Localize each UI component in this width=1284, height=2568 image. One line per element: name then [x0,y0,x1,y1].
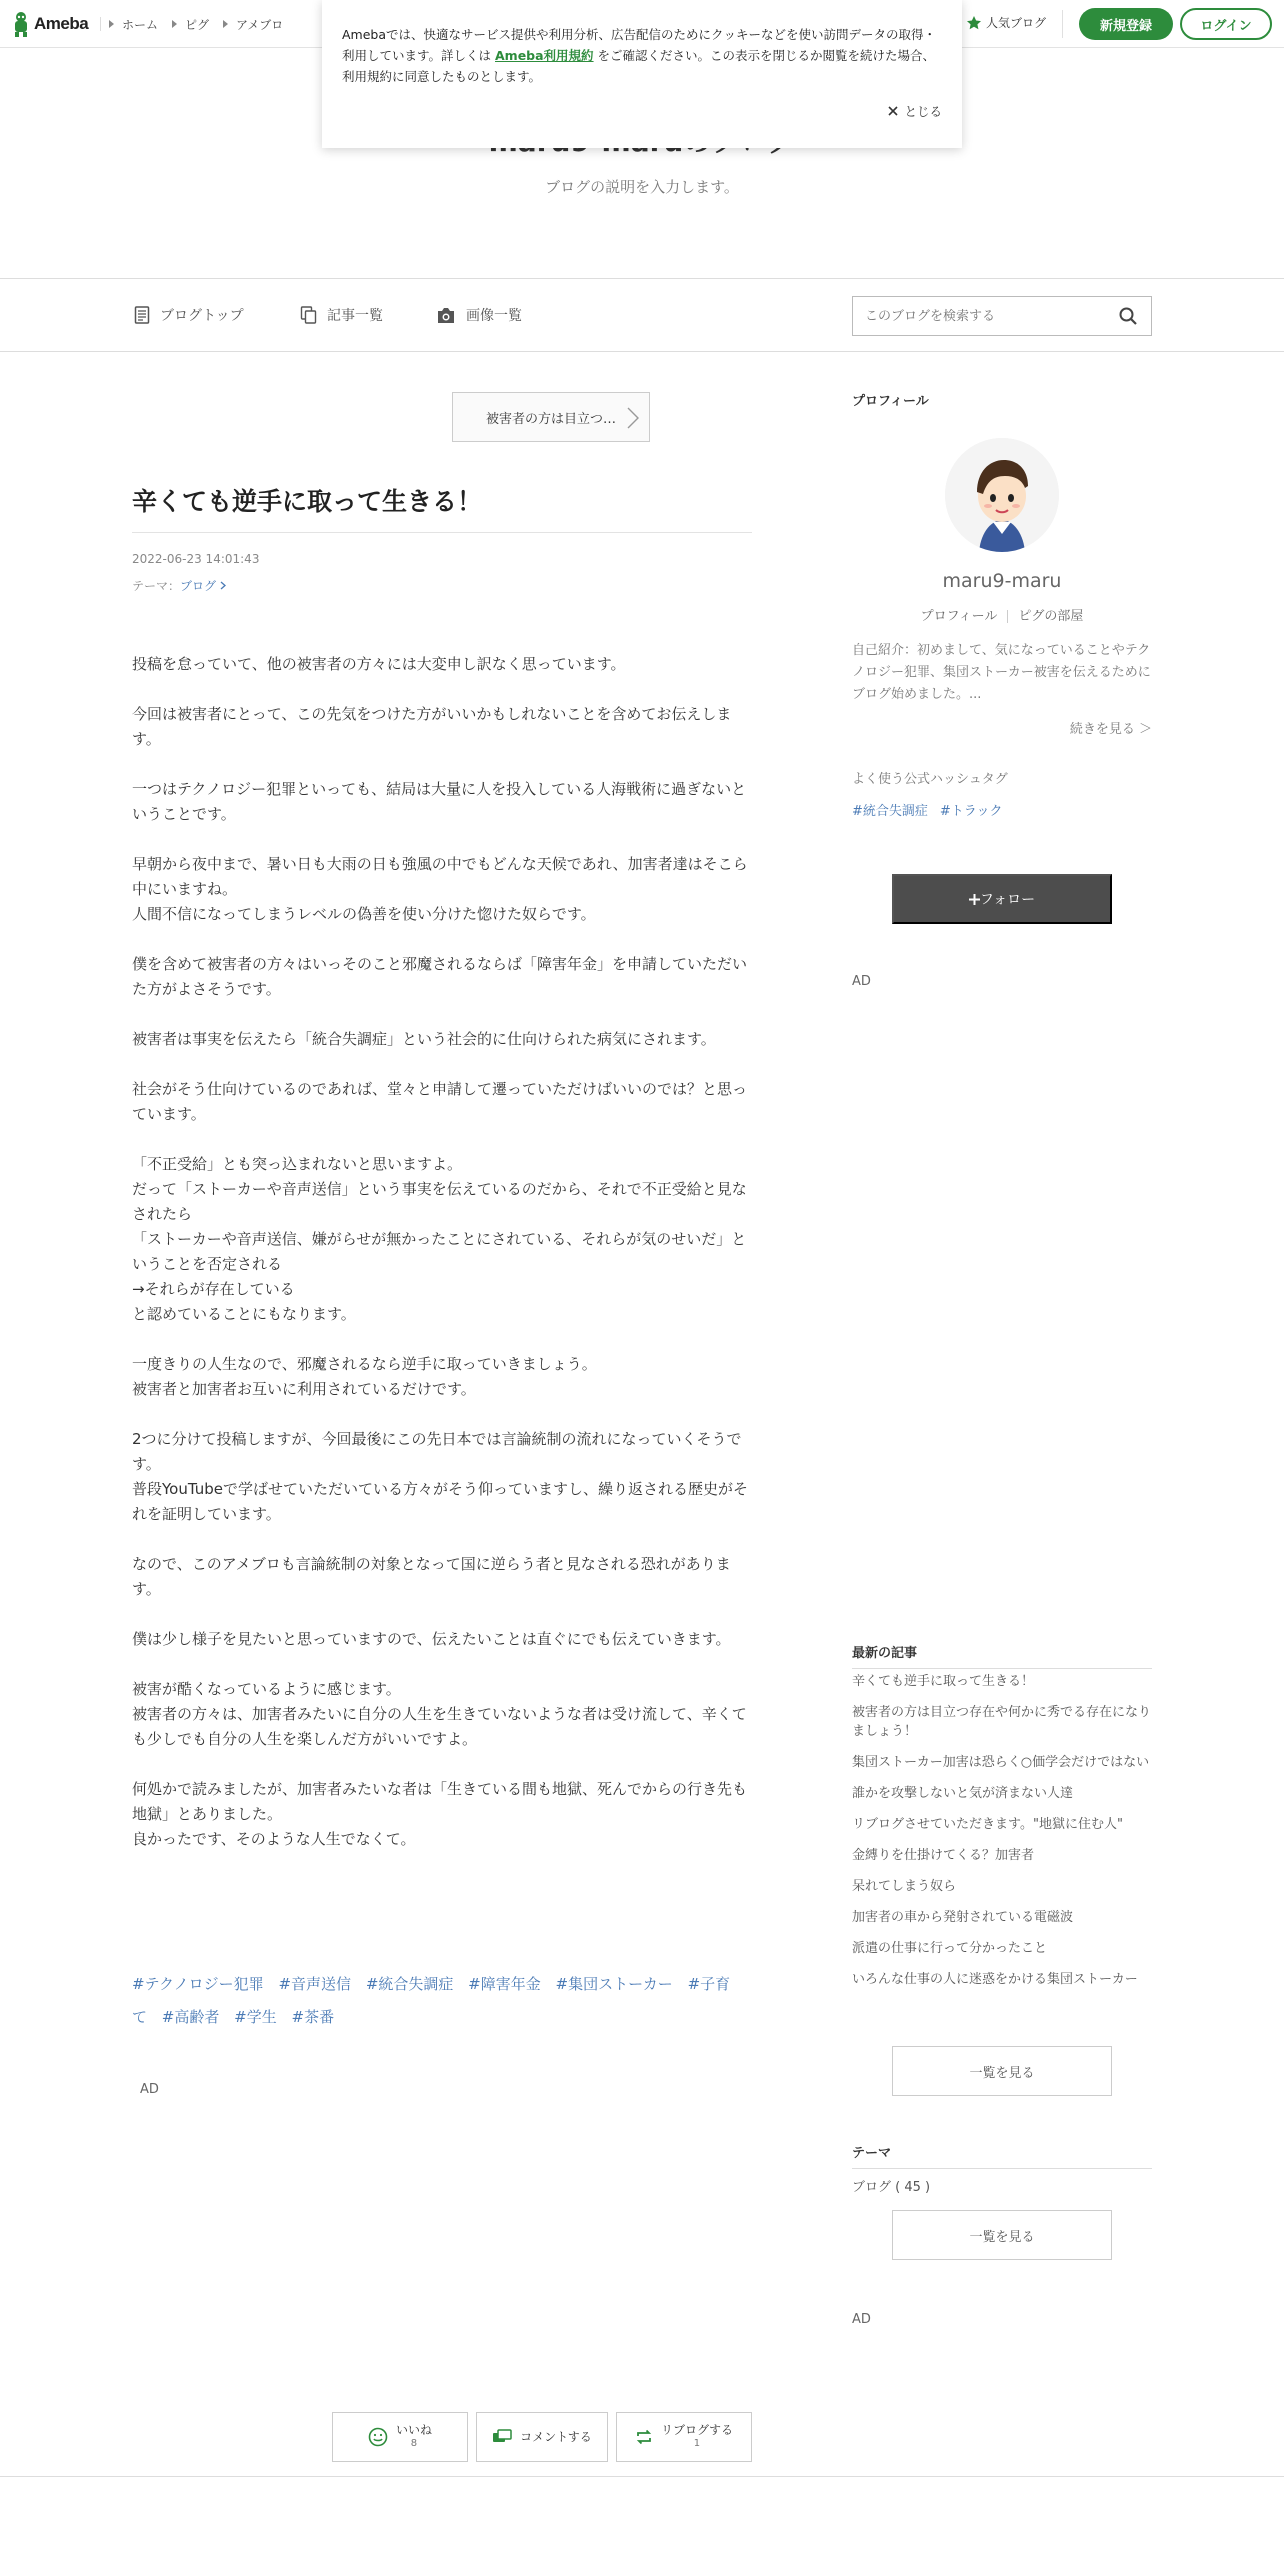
article-paragraph: 社会がそう仕向けているのであれば、堂々と申請して遷っていただけばいいのでは？と思っています。 [132,1080,748,1123]
avatar[interactable] [945,438,1059,552]
copy-icon [300,306,317,324]
recent-entry-link[interactable]: リブログさせていただきます。"地獄に住む人" [852,1817,1123,1832]
reblog-button[interactable] [616,2412,752,2462]
reblog-count: 1 [693,2438,701,2449]
nav-image-list[interactable] [436,305,522,325]
comment-label: コメントする [520,2430,592,2444]
recent-entries [852,1672,1152,2001]
camera-icon [436,307,456,324]
theme-heading: テーマ [852,2146,892,2161]
nav-entry-list-label: 記事一覧 [327,308,383,324]
cookie-close-label: とじる [904,104,942,119]
hashtag-link[interactable]: #障害年金 [468,1975,541,1993]
ad-label: AD [140,2082,159,2097]
reblog-icon [635,2428,653,2446]
article-paragraph: なので、このアメブロも言論統制の対象となって国に逆らう者と見なされる恐れがあります。 [132,1555,731,1598]
recent-entry-link[interactable]: 被害者の方は目立つ存在や何かに秀でる存在になりましょう！ [852,1705,1152,1739]
hashtag-link[interactable]: #集団ストーカー [555,1975,673,1993]
profile-intro: 自己紹介：初めまして、気になっていることやテクノロジー犯罪、集団ストーカー被害を伝えるためにブログ始めました。... [852,643,1151,702]
blog-description: ブログの説明を入力します。 [545,178,739,196]
prev-entry-button[interactable] [452,392,650,442]
cookie-text-after: をご確認ください。この表示を閉じるか閲覧を続けた場合、利用規約に同意したものとします。 [342,48,936,84]
recent-entry-link[interactable]: 集団ストーカー加害は恐らく○価学会だけではない [852,1755,1150,1770]
pigg-room-link[interactable]: ピグの部屋 [1018,609,1084,624]
article-hashtags [132,1968,752,2034]
sidebar-hashtags [852,800,1015,819]
hashtag-link[interactable]: #高齢者 [161,2008,220,2026]
article-body [132,652,752,1877]
hashtag-heading: よく使う公式ハッシュタグ [852,772,1008,787]
theme-label: テーマ： [132,579,181,593]
article-paragraph: 僕は少し様子を見たいと思っていますので、伝えたいことは直ぐにでも伝えていきます。 [132,1630,731,1648]
search-input[interactable] [853,297,1103,335]
recent-entry-link[interactable]: 加害者の車から発射されている電磁波 [852,1910,1074,1925]
nav-image-list-label: 画像一覧 [466,308,522,324]
global-nav [100,0,297,48]
see-all-themes-button[interactable]: 一覧を見る [892,2210,1112,2260]
cookie-close-button[interactable] [888,102,942,120]
popular-blog-label: 人気ブログ [986,16,1047,30]
ad-label: AD [852,2312,871,2327]
hashtag-link[interactable]: #テクノロジー犯罪 [132,1975,264,1993]
triangle-icon [223,20,228,28]
recent-entry-link[interactable]: 呆れてしまう奴ら [852,1879,957,1894]
article-paragraph: 被害が酷くなっているように感じます。 被害者の方々は、加害者みたいに自分の人生を生きていないような者は受け流して、辛くても少しでも自分の人生を楽しんだ方がいいですよ。 [132,1680,747,1748]
nav-ameblo[interactable] [223,16,297,33]
article-paragraph: 一度きりの人生なので、邪魔されるなら逆手に取っていきましょう。 被害者と加害者お互いに利用されているだけです。 [132,1355,597,1398]
avatar-character-icon [945,438,1059,552]
hashtag-link[interactable]: #音声送信 [278,1975,352,1993]
like-label: いいね [395,2423,432,2437]
recent-entry-link[interactable]: 派遣の仕事に行って分かったこと [852,1941,1048,1956]
theme-link[interactable]: ブログ [180,579,217,593]
recent-divider [852,1668,1152,1669]
nav-entry-list[interactable] [300,305,383,325]
ameba-mascot-icon [12,11,30,37]
comment-button[interactable] [476,2412,608,2462]
article-title[interactable]: 辛くても逆手に取って生きる！ [132,487,483,516]
blog-search [852,296,1152,336]
popular-blog-link[interactable] [966,14,1046,31]
nav-blog-top-label: ブログトップ [160,308,244,324]
cookie-banner [322,0,962,148]
logo-text: Ameba [34,14,89,33]
article-paragraph: 何処かで読みましたが、加害者みたいな者は「生きている間も地獄、死んでからの行き先も地獄」とありました。 良かったです、そのような人生でなくて。 [132,1780,748,1848]
signup-button[interactable]: 新規登録 [1079,8,1173,40]
article-paragraph: 2つに分けて投稿しますが、今回最後にこの先日本では言論統制の流れになっていくそうです。 普段YouTubeで学ばせていただいている方々がそう仰っていますし、繰り返される歴史がそれを証明しています。 [132,1430,749,1523]
reblog-label-wrap [661,2423,733,2451]
nav-blog-top[interactable] [134,305,244,325]
theme-item[interactable]: ブログ ( 45 ) [852,2180,931,2195]
recent-entry-link[interactable]: 誰かを攻撃しないと気が済まない人達 [852,1786,1074,1801]
see-all-entries-button[interactable]: 一覧を見る [892,2046,1112,2096]
like-label-wrap [396,2423,432,2451]
close-icon [888,106,898,116]
article-date: 2022-06-23 14:01:43 [132,552,260,566]
hashtag-link[interactable]: #統合失調症 [852,804,928,819]
cookie-text-before: Amebaでは、快適なサービス提供や利用分析、広告配信のためにクッキーなどを使い訪問データの取得・利用しています。詳しくは [342,27,937,63]
plus-icon [969,894,980,905]
chevron-right-icon [220,581,227,590]
blog-nav [0,278,1284,352]
star-icon [966,15,982,31]
profile-link[interactable]: プロフィール [920,609,998,624]
ad-label: AD [852,974,871,989]
triangle-icon [172,20,177,28]
article-paragraph: 投稿を怠っていて、他の被害者の方々には大変申し訳なく思っています。 [132,655,626,673]
login-button[interactable]: ログイン [1180,8,1272,40]
recent-entry-link[interactable]: 金縛りを仕掛けてくる？加害者 [852,1848,1035,1863]
profile-links [852,605,1152,624]
article-paragraph: 今回は被害者にとって、この先気をつけた方がいいかもしれないことを含めてお伝えします。 [132,705,732,748]
recent-heading: 最新の記事 [852,1646,918,1661]
link-separator [1007,610,1008,623]
nav-ameblo-label: アメブロ [236,17,284,32]
article-paragraph: 早朝から夜中まで、暑い日も大雨の日も強風の中でもどんな天候であれ、加害者達はそこら中にいますね。 人間不信になってしまうレベルの偽善を使い分けた惚けた奴らです。 [132,855,748,923]
recent-entry-link[interactable]: 辛くても逆手に取って生きる！ [852,1674,1035,1689]
nav-pigg[interactable] [172,16,223,33]
cookie-text [342,24,942,87]
nav-pigg-label: ピグ [185,17,210,32]
article-theme [132,577,227,594]
smile-icon [368,2427,388,2447]
search-icon[interactable] [1119,307,1137,329]
triangle-icon [109,20,114,28]
hashtag-link[interactable]: #学生 [234,2008,277,2026]
hashtag-link[interactable]: #トラック [939,804,1003,819]
terms-link[interactable]: Ameba利用規約 [495,48,594,63]
comment-icon [492,2429,512,2445]
profile-heading: プロフィール [852,394,929,409]
hashtag-link[interactable]: #統合失調症 [365,1975,454,1993]
read-more-link[interactable]: 続きを見る ＞ [1069,722,1152,737]
article-paragraph: 一つはテクノロジー犯罪といっても、結局は大量に人を投入している人海戦術に過ぎないということです。 [132,780,747,823]
hashtag-link[interactable]: #茶番 [291,2008,335,2026]
follow-label: フォロー [979,891,1036,907]
like-button[interactable] [332,2412,468,2462]
article-paragraph: 被害者は事実を伝えたら「統合失調症」という社会的に仕向けられた病気にされます。 [132,1030,716,1048]
nav-separator [100,17,101,31]
nav-home-label: ホーム [122,17,159,32]
profile-name[interactable]: maru9-maru [942,570,1062,592]
follow-button[interactable] [892,874,1112,924]
nav-home[interactable] [100,16,172,33]
like-count: 8 [410,2438,418,2449]
header-divider [1062,10,1063,38]
theme-divider [852,2168,1152,2169]
recent-entry-link[interactable]: いろんな仕事の人に迷惑をかける集団ストーカー [852,1972,1138,1987]
article-paragraph: 僕を含めて被害者の方々はいっそのこと邪魔されるならば「障害年金」を申請していただいた方がよさそうです。 [132,955,748,998]
hashtag-link[interactable]: #子育て [132,1975,731,2026]
article-paragraph: 「不正受給」とも突っ込まれないと思いますよ。 だって「ストーカーや音声送信」という事実を伝えているのだから、それで不正受給と見なされたら 「ストーカーや音声送信、嫌がらせが無かったことにされている、それらが気のせいだ」ということを否定される →それらが存在している と認めていることにもなります。 [132,1155,747,1323]
reblog-label: リブログする [660,2423,733,2437]
title-divider [132,532,752,533]
prev-entry-label: 被害者の方は目立つ… [485,411,616,427]
document-icon [134,306,150,324]
footer-divider [0,2476,1284,2477]
chevron-right-icon [627,407,639,429]
ameba-logo[interactable] [12,10,88,38]
